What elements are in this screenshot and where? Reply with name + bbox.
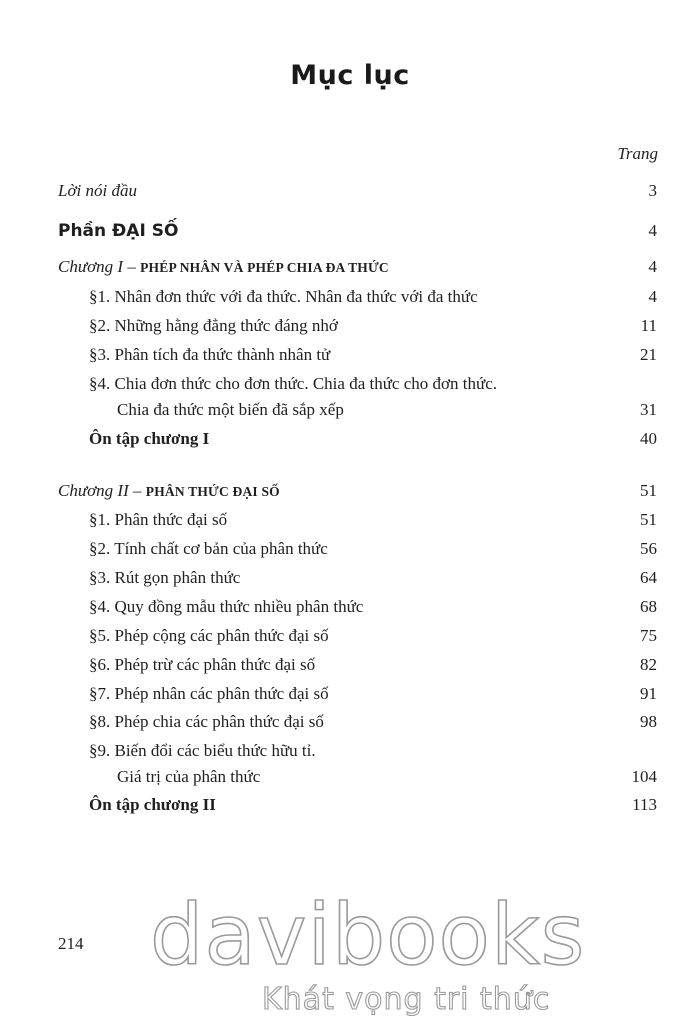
toc-entry	[0, 626, 700, 652]
watermark-tagline: Khát vọng tri thức	[262, 982, 551, 1017]
entry-label: §1. Nhân đơn thức với đa thức. Nhân đa thức với đa thức	[89, 287, 478, 306]
chapter-heading	[58, 257, 389, 277]
toc-chapter-2	[0, 481, 700, 507]
toc-entry	[0, 712, 700, 738]
review-label: Ôn tập chương II	[89, 795, 216, 814]
toc-entry-part	[0, 221, 700, 247]
entry-label: §2. Tính chất cơ bản của phân thức	[89, 539, 328, 558]
entry-page: 11	[640, 316, 657, 335]
toc-entry	[0, 287, 700, 313]
part-heading: Phần ĐẠI SỐ	[58, 221, 179, 241]
entry-label: Lời nói đầu	[58, 181, 137, 200]
toc-entry-review	[0, 429, 700, 455]
entry-label: §2. Những hằng đẳng thức đáng nhớ	[89, 316, 338, 335]
entry-page: 40	[640, 429, 657, 448]
toc-entry-continued	[0, 400, 700, 426]
entry-label: §4. Chia đơn thức cho đơn thức. Chia đa thức cho đơn thức.	[89, 374, 497, 393]
toc-entry	[0, 374, 700, 400]
entry-page: 4	[648, 257, 657, 276]
entry-page: 31	[640, 400, 657, 419]
review-label: Ôn tập chương I	[89, 429, 210, 448]
toc-entry	[0, 345, 700, 371]
entry-page: 98	[640, 712, 657, 731]
page-column-header: Trang	[617, 144, 658, 163]
entry-label: §9. Biến đổi các biểu thức hữu tỉ.	[89, 741, 316, 760]
toc-entry	[0, 597, 700, 623]
chapter-separator: –	[123, 257, 141, 276]
entry-label: §5. Phép cộng các phân thức đại số	[89, 626, 329, 645]
entry-page: 64	[640, 568, 657, 587]
chapter-title: PHÂN THỨC ĐẠI SỐ	[145, 484, 280, 499]
toc-entry-intro	[0, 181, 700, 207]
entry-page: 4	[648, 287, 657, 306]
entry-page: 4	[648, 221, 657, 240]
toc-entry	[0, 655, 700, 681]
toc-entry-continued	[0, 767, 700, 793]
entry-page: 68	[640, 597, 657, 616]
chapter-prefix: Chương I	[58, 257, 124, 276]
entry-page: 82	[640, 655, 657, 674]
entry-page: 3	[648, 181, 657, 200]
entry-page: 91	[640, 684, 657, 703]
toc-chapter-1	[0, 257, 700, 283]
entry-page: 51	[640, 510, 657, 529]
entry-page: 75	[640, 626, 657, 645]
entry-page: 21	[640, 345, 657, 364]
entry-label: §1. Phân thức đại số	[89, 510, 228, 529]
toc-entry	[0, 539, 700, 565]
entry-label-continued: Chia đa thức một biến đã sắp xếp	[117, 400, 344, 419]
toc-entry	[0, 568, 700, 594]
entry-label: §8. Phép chia các phân thức đại số	[89, 712, 324, 731]
chapter-prefix: Chương II	[58, 481, 129, 500]
entry-label: §4. Quy đồng mẫu thức nhiều phân thức	[89, 597, 364, 616]
toc-entry	[0, 684, 700, 710]
chapter-title: PHÉP NHÂN VÀ PHÉP CHIA ĐA THỨC	[140, 260, 389, 275]
entry-page: 56	[640, 539, 657, 558]
entry-page: 104	[631, 767, 657, 786]
entry-label: §7. Phép nhân các phân thức đại số	[89, 684, 329, 703]
chapter-heading	[58, 481, 280, 501]
toc-entry	[0, 510, 700, 536]
page-number: 214	[58, 934, 84, 953]
entry-page: 51	[640, 481, 657, 500]
entry-page: 113	[632, 795, 657, 814]
toc-entry	[0, 316, 700, 342]
entry-label: §3. Phân tích đa thức thành nhân tử	[89, 345, 331, 364]
entry-label: §3. Rút gọn phân thức	[89, 568, 241, 587]
toc-entry	[0, 741, 700, 767]
entry-label-continued: Giá trị của phân thức	[117, 767, 261, 786]
watermark-brand: davibooks	[150, 886, 586, 984]
entry-label: §6. Phép trừ các phân thức đại số	[89, 655, 316, 674]
chapter-separator: –	[128, 481, 146, 500]
toc-title: Mục lục	[290, 60, 410, 91]
toc-entry-review	[0, 795, 700, 821]
